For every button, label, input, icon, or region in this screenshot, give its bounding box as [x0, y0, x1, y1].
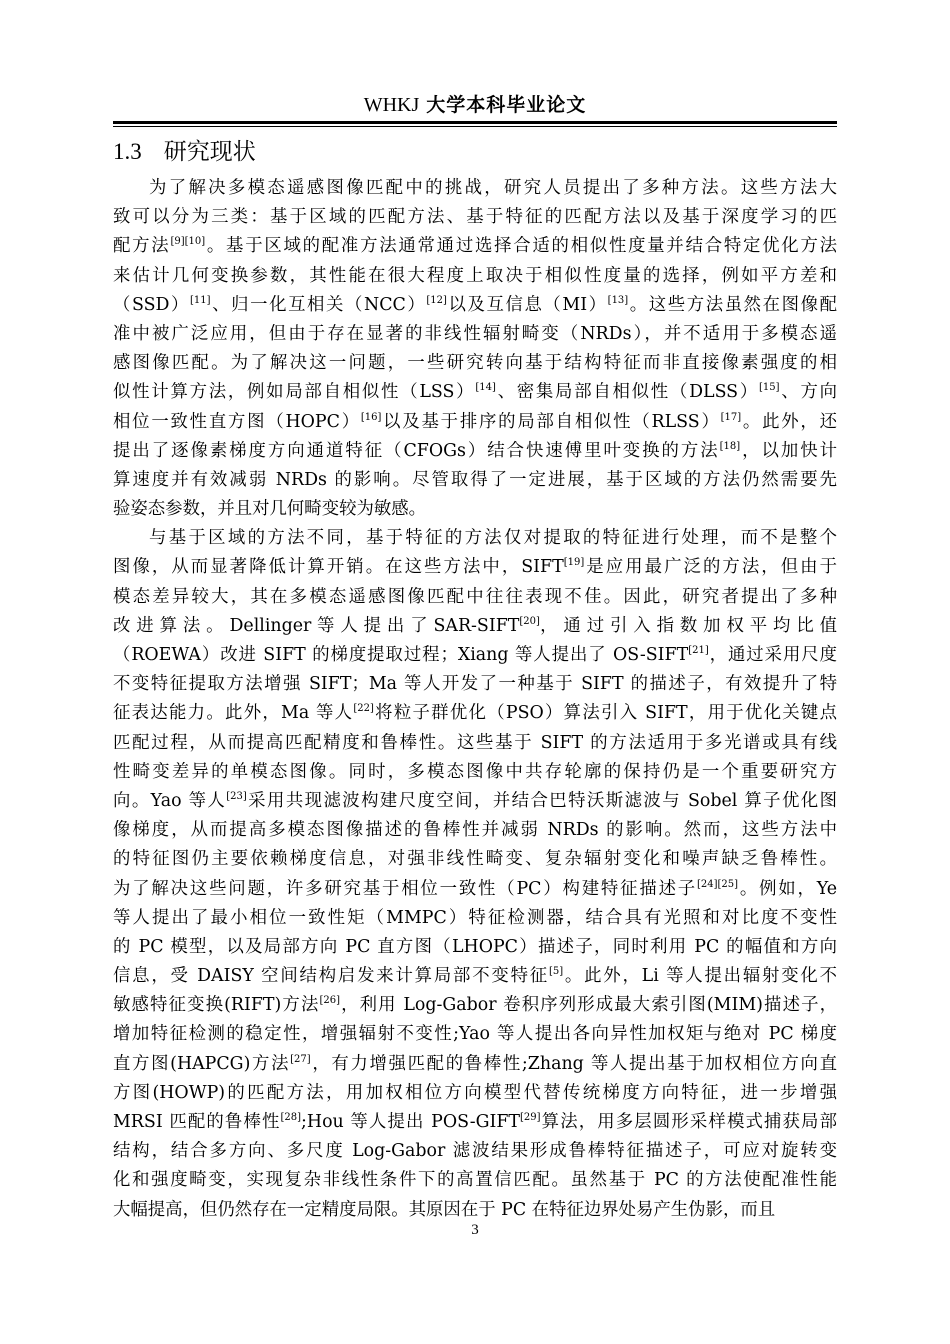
text-segment: 增加特征检测的稳定性，增强辐射不变性;Yao 等人提出各向异性加权矩与绝对 PC 梯度 [113, 1024, 837, 1045]
text-segment: ，以加快计 [740, 440, 837, 461]
header-latin: WHKJ [363, 94, 420, 116]
text-segment: 信息，受 DAISY 空间结构启发来计算局部不变特征 [113, 966, 549, 987]
section-number: 1.3 [113, 139, 142, 164]
text-segment: 来估计几何变换参数，其性能在很大程度上取决于相似性度量的选择，例如平方差和 [113, 265, 837, 286]
citation: [14] [475, 382, 496, 394]
citation: [11] [190, 294, 211, 306]
text-segment: 为了解决多模态遥感图像匹配中的挑战，研究人员提出了多种方法。这些方法大 [149, 178, 837, 198]
text-segment: 图像，从而显著降低计算开销。在这些方法中，SIFT [113, 557, 564, 578]
citation: [22] [353, 703, 374, 715]
text-segment: 改 进 算 法 。 Dellinger 等 人 提 出 了 SAR-SIFT [113, 615, 520, 636]
text-segment: 敏感特征变换(RIFT)方法 [113, 995, 320, 1016]
text-line [113, 320, 837, 349]
text-segment: 将粒子群优化（PSO）算法引入 SIFT，用于优化关键点 [373, 703, 837, 724]
text-segment: 配方法 [113, 236, 171, 257]
text-line [113, 875, 837, 904]
text-line [113, 904, 837, 933]
text-segment: （ROEWA）改进 SIFT 的梯度提取过程；Xiang 等人提出了 OS-SIFT [113, 645, 689, 665]
text-segment: 的 PC 模型，以及局部方向 PC 直方图（LHOPC）描述子，同时利用 PC 的幅值和方向 [113, 936, 837, 957]
text-segment: 似性计算方法，例如局部自相似性（LSS） [113, 382, 476, 403]
text-line [113, 816, 837, 845]
text-segment: 等人提出了最小相位一致性矩（MMPC）特征检测器，结合具有光照和对比度不变性 [113, 907, 837, 928]
text-segment: 性畸变差异的单模态图像。同时，多模态图像中共存轮廓的保持仍是一个重要研究方 [113, 761, 837, 782]
citation: [19] [563, 557, 585, 569]
citation: [16] [360, 411, 382, 423]
text-segment: ，有力增强匹配的鲁棒性;Zhang 等人提出基于加权相位方向直 [310, 1053, 837, 1074]
running-header [113, 90, 837, 120]
text-line [113, 641, 837, 670]
body-text [113, 174, 837, 1225]
text-segment: 算法，用多层圆形采样模式捕获局部 [540, 1112, 837, 1132]
text-line [113, 1050, 837, 1079]
text-line [113, 758, 837, 787]
citation: [15] [759, 382, 780, 394]
text-line [113, 262, 837, 291]
text-segment: 准中被广泛应用，但由于存在显著的非线性辐射畸变（NRDs），并不适用于多模态遥 [113, 323, 837, 344]
text-segment: 、密集局部自相似性（DLSS） [495, 382, 760, 403]
text-line [113, 378, 837, 407]
text-segment: 是应用最广泛的方法，但由于 [584, 557, 837, 578]
text-segment: 。这些方法虽然在图像配 [628, 294, 837, 315]
citation: [20] [519, 615, 540, 627]
citation: [29] [520, 1112, 541, 1123]
text-segment: 提出了逐像素梯度方向通道特征（CFOGs）结合快速傅里叶变换的方法 [113, 440, 720, 461]
text-line [113, 232, 837, 261]
text-segment: ， 通 过 引 入 指 数 加 权 平 均 比 值 [539, 615, 837, 636]
text-segment: 的特征图仍主要依赖梯度信息，对强非线性畸变、复杂辐射变化和噪声缺乏鲁棒性。 [113, 849, 837, 870]
citation: [21] [688, 645, 709, 656]
citation: [9][10] [170, 236, 206, 248]
text-segment: 以及基于排序的局部自相似性（RLSS） [381, 411, 721, 432]
text-segment: ;Hou 等人提出 POS-GIFT [301, 1112, 520, 1132]
text-line [113, 349, 837, 378]
text-line [113, 408, 837, 437]
text-line [113, 203, 837, 232]
page-number: 3 [471, 1222, 479, 1238]
citation: [26] [319, 995, 340, 1007]
text-segment: 为了解决这些问题，许多研究基于相位一致性（PC）构建特征描述子 [113, 878, 697, 899]
text-segment: ，利用 Log-Gabor 卷积序列形成最大索引图(MIM)描述子， [340, 995, 837, 1016]
text-segment: 。基于区域的配准方法通常通过选择合适的相似性度量并结合特定优化方法 [205, 236, 837, 257]
text-line [113, 291, 837, 320]
citation: [13] [607, 294, 629, 306]
text-segment: 。例如，Ye [738, 878, 837, 899]
text-segment: （SSD） [113, 294, 191, 315]
text-segment: 。此外，还 [741, 411, 837, 432]
text-segment: 像梯度，从而提高多模态图像描述的鲁棒性并减弱 NRDs 的影响。然而，这些方法中 [113, 820, 837, 841]
citation: [24][25] [697, 878, 739, 890]
text-line [113, 729, 837, 758]
text-segment: 采用共现滤波构建尺度空间，并结合巴特沃斯滤波与 Sobel 算子优化图 [246, 790, 837, 811]
text-line [113, 466, 837, 495]
text-line [113, 437, 837, 466]
text-segment: 结构，结合多方向、多尺度 Log-Gabor 滤波结果形成鲁棒特征描述子，可应对旋转变 [113, 1141, 837, 1162]
text-line [113, 1166, 837, 1195]
text-line [113, 495, 837, 524]
header-title: 大学本科毕业论文 [426, 94, 587, 116]
header-rule-thick [113, 121, 837, 124]
text-line [113, 612, 837, 641]
citation: [28] [280, 1112, 302, 1123]
citation: [12] [426, 294, 447, 306]
text-segment: 向。Yao 等人 [113, 790, 227, 811]
text-segment: 算速度并有效减弱 NRDs 的影响。尽管取得了一定进展，基于区域的方法仍然需要先 [113, 469, 837, 490]
citation: [5] [548, 966, 564, 978]
text-segment: 以及互信息（MI） [446, 294, 608, 315]
text-segment: MRSI 匹配的鲁棒性 [113, 1112, 281, 1132]
citation: [18] [719, 440, 741, 452]
text-segment: 征表达能力。此外，Ma 等人 [113, 703, 354, 724]
text-line [113, 174, 837, 203]
text-line [113, 583, 837, 612]
text-line [113, 787, 837, 816]
text-line [113, 699, 837, 728]
text-segment: 不变特征提取方法增强 SIFT；Ma 等人开发了一种基于 SIFT 的描述子，有效提升了特 [113, 674, 837, 695]
text-segment: 验姿态参数，并且对几何畸变较为敏感。 [113, 499, 427, 520]
header-rule-thin [113, 126, 837, 127]
text-line [113, 933, 837, 962]
text-segment: 、归一化互相关（NCC） [210, 294, 427, 315]
text-line [113, 670, 837, 699]
text-segment: ，通过采用尺度 [708, 645, 837, 665]
text-segment: 直方图(HAPCG)方法 [113, 1053, 291, 1074]
text-line [113, 991, 837, 1020]
text-segment: 。此外，Li 等人提出辐射变化不 [563, 966, 837, 987]
citation: [27] [290, 1053, 311, 1065]
section-heading [113, 134, 256, 170]
text-segment: 匹配过程，从而提高匹配精度和鲁棒性。这些基于 SIFT 的方法适用于多光谱或具有线 [113, 732, 837, 753]
text-line [113, 1137, 837, 1166]
text-segment: 感图像匹配。为了解决这一问题，一些研究转向基于结构特征而非直接像素强度的相 [113, 353, 837, 374]
text-line [113, 962, 837, 991]
text-segment: 与基于区域的方法不同，基于特征的方法仅对提取的特征进行处理，而不是整个 [149, 528, 837, 549]
text-segment: 模态差异较大，其在多模态遥感图像匹配中往往表现不佳。因此，研究者提出了多种 [113, 586, 837, 607]
text-line [113, 845, 837, 874]
text-segment: 大幅提高，但仍然存在一定精度局限。其原因在于 PC 在特征边界处易产生伪影，而且 [113, 1199, 776, 1220]
text-line [113, 1020, 837, 1049]
text-line [113, 553, 837, 582]
text-segment: 方图(HOWP)的匹配方法，用加权相位方向模型代替传统梯度方向特征，进一步增强 [113, 1082, 837, 1103]
section-title: 研究现状 [163, 139, 256, 165]
text-line [113, 1108, 837, 1137]
text-segment: 致可以分为三类：基于区域的匹配方法、基于特征的匹配方法以及基于深度学习的匹 [113, 207, 837, 228]
text-segment: 、方向 [779, 382, 837, 403]
citation: [23] [226, 790, 247, 802]
citation: [17] [720, 411, 742, 423]
text-segment: 相位一致性直方图（HOPC） [113, 411, 361, 432]
text-line [113, 524, 837, 553]
text-line [113, 1196, 837, 1225]
text-segment: 化和强度畸变，实现复杂非线性条件下的高置信匹配。虽然基于 PC 的方法使配准性能 [113, 1170, 837, 1191]
text-line [113, 1079, 837, 1108]
